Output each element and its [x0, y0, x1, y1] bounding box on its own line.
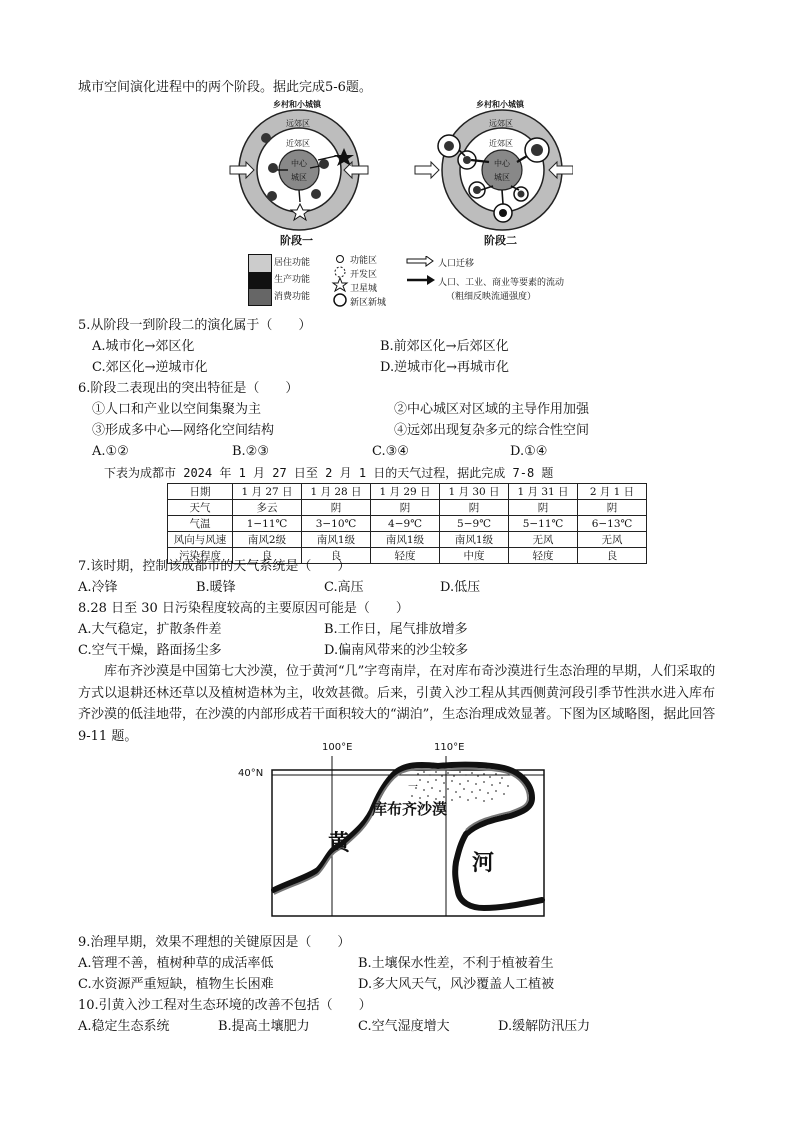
table-cell: 南风1级	[302, 532, 371, 548]
figure1-legend	[248, 252, 578, 310]
q6-statement-3: ③形成多中心—网络化空间结构	[92, 423, 275, 438]
legend-migration: 人口迁移	[438, 259, 475, 269]
q8-option-d: D.偏南风带来的沙尘较多	[324, 643, 469, 658]
table-cell: 轻度	[371, 548, 440, 564]
stage1-center-label: 中心	[291, 159, 307, 168]
table-cell: 南风1级	[371, 532, 440, 548]
table-header-row	[168, 484, 647, 500]
map-river-top-label: 一	[408, 782, 418, 793]
q6-statement-2: ②中心城区对区域的主导作用加强	[394, 402, 590, 417]
legend-residential: 居住功能	[274, 258, 311, 268]
legend-consumption: 消费功能	[274, 292, 311, 302]
q10-option-c: C.空气湿度增大	[358, 1019, 450, 1034]
table-cell: 阴	[371, 500, 440, 516]
q6-option-a: A.①②	[92, 444, 129, 459]
table-cell: 无风	[509, 532, 578, 548]
legend-production: 生产功能	[274, 275, 311, 285]
table-row	[168, 532, 647, 548]
city-stages-figure	[228, 98, 573, 248]
legend-arrows	[406, 256, 436, 288]
stage1-ring-label: 近郊区	[286, 139, 310, 148]
table-intro: 下表为成都市 2024 年 1 月 27 日至 2 月 1 日的天气过程，据此完成 7-8 题	[104, 466, 554, 480]
map-river-label-1: 黄	[328, 831, 351, 856]
table-cell: 中度	[440, 548, 509, 564]
table-cell: 南风1级	[440, 532, 509, 548]
legend-satellite-city: 卫星城	[350, 284, 378, 294]
q6-statement-4: ④远郊出现复杂多元的综合性空间	[394, 423, 590, 438]
legend-new-district: 新区新城	[350, 298, 387, 308]
map-river-label-2: 河	[472, 851, 495, 876]
table-cell: 多云	[233, 500, 302, 516]
table-header-cell: 1 月 27 日	[233, 484, 302, 500]
q6-option-b: B.②③	[232, 444, 269, 459]
stage2-outer-label: 远郊区	[489, 119, 513, 128]
table-row	[168, 500, 647, 516]
q9-option-a: A.管理不善，植树种草的成活率低	[78, 956, 274, 971]
table-cell: 良	[302, 548, 371, 564]
q7-option-d: D.低压	[440, 580, 481, 595]
table-cell: 污染程度	[168, 548, 233, 564]
weather-table	[167, 483, 647, 564]
table-cell: 4−9℃	[371, 516, 440, 532]
stage1-outer-label: 远郊区	[286, 119, 310, 128]
table-cell: 5−11℃	[509, 516, 578, 532]
q7-stem: 7.该时期，控制该成都市的天气系统是（ ）	[78, 559, 351, 574]
q8-option-b: B.工作日，尾气排放增多	[324, 622, 468, 637]
table-cell: 阴	[302, 500, 371, 516]
legend-swatch-box	[248, 254, 272, 306]
stage2-caption: 阶段二	[484, 234, 517, 247]
intro-line: 城市空间演化进程中的两个阶段。据此完成5-6题。	[78, 80, 372, 95]
q9-option-b: B.土壤保水性差，不利于植被着生	[358, 956, 554, 971]
q5-option-a: A.城市化→郊区化	[92, 339, 195, 354]
q6-stem: 6.阶段二表现出的突出特征是（ ）	[78, 381, 299, 396]
q5-stem: 5.从阶段一到阶段二的演化属于（ ）	[78, 318, 312, 333]
table-cell: 风向与风速	[168, 532, 233, 548]
q6-statement-1: ①人口和产业以空间集聚为主	[92, 402, 262, 417]
table-header-cell: 1 月 28 日	[302, 484, 371, 500]
q10-option-a: A.稳定生态系统	[78, 1019, 170, 1034]
table-cell: 3−10℃	[302, 516, 371, 532]
stage2-ring-label: 近郊区	[489, 139, 513, 148]
table-cell: 南风2级	[233, 532, 302, 548]
legend-development-area: 开发区	[350, 270, 378, 280]
q5-option-d: D.逆城市化→再城市化	[380, 360, 509, 375]
q8-option-a: A.大气稳定，扩散条件差	[78, 622, 222, 637]
q9-option-d: D.多大风天气，风沙覆盖人工植被	[358, 977, 555, 992]
q7-option-b: B.暖锋	[196, 580, 236, 595]
table-cell: 气温	[168, 516, 233, 532]
legend-functional-area: 功能区	[350, 256, 378, 266]
table-row	[168, 516, 647, 532]
q5-option-c: C.郊区化→逆城市化	[92, 360, 208, 375]
table-cell: 无风	[578, 532, 647, 548]
table-cell: 6−13℃	[578, 516, 647, 532]
table-cell: 天气	[168, 500, 233, 516]
q10-option-b: B.提高土壤肥力	[218, 1019, 310, 1034]
q10-option-d: D.缓解防汛压力	[498, 1019, 591, 1034]
table-header-cell: 1 月 29 日	[371, 484, 440, 500]
q9-option-c: C.水资源严重短缺，植物生长困难	[78, 977, 274, 992]
stage1-center-label2: 城区	[291, 173, 307, 182]
legend-flow: 人口、工业、商业等要素的流动	[438, 278, 565, 288]
map-lon-100: 100°E	[322, 742, 353, 753]
map-desert-label: 库布齐沙漠	[372, 800, 448, 818]
q9-stem: 9.治理早期，效果不理想的关键原因是（ ）	[78, 935, 351, 950]
city-stages-diagram	[228, 98, 573, 248]
stage2-center-label2: 城区	[494, 173, 510, 182]
table-header-cell: 1 月 31 日	[509, 484, 578, 500]
table-cell: 1−11℃	[233, 516, 302, 532]
stage2-top-label: 乡村和小城镇	[476, 100, 524, 109]
legend-flow-note: （粗细反映流通强度）	[446, 292, 537, 302]
table-cell: 阴	[578, 500, 647, 516]
stage1-caption: 阶段一	[280, 234, 313, 247]
kubuqi-map-svg	[270, 742, 546, 918]
table-cell: 5−9℃	[440, 516, 509, 532]
table-cell: 阴	[440, 500, 509, 516]
stage1-top-label: 乡村和小城镇	[273, 100, 321, 109]
table-cell: 良	[233, 548, 302, 564]
table-cell: 良	[578, 548, 647, 564]
q6-option-c: C.③④	[372, 444, 409, 459]
legend-symbols	[330, 252, 350, 310]
q7-option-a: A.冷锋	[78, 580, 118, 595]
map-lat-40: 40°N	[238, 768, 264, 779]
q5-option-b: B.前郊区化→后郊区化	[380, 339, 509, 354]
table-cell: 轻度	[509, 548, 578, 564]
table-header-cell: 1 月 30 日	[440, 484, 509, 500]
kubuqi-map	[238, 742, 546, 918]
q10-stem: 10.引黄入沙工程对生态环境的改善不包括（ ）	[78, 998, 372, 1013]
table-header-cell: 2 月 1 日	[578, 484, 647, 500]
table-header-cell: 日期	[168, 484, 233, 500]
passage-kubuqi: 库布齐沙漠是中国第七大沙漠，位于黄河“几”字弯南岸，在对库布奇沙漠进行生态治理的早期，人们采取的方式以退耕还林还草以及植树造林为主，收效甚微。后来，引黄入沙工程从其西侧黄河段引季节性洪水进入库布齐沙漠的低洼地带，在沙漠的内部形成若干面积较大的“湖泊”，生态治理成效显著。下图为区域略图，据此回答 9-11 题。	[78, 664, 716, 744]
stage2-center-label: 中心	[494, 159, 510, 168]
map-lon-110: 110°E	[434, 742, 465, 753]
q7-option-c: C.高压	[324, 580, 364, 595]
table-cell: 阴	[509, 500, 578, 516]
q8-stem: 8.28 日至 30 日污染程度较高的主要原因可能是（ ）	[78, 601, 409, 616]
q8-option-c: C.空气干燥，路面扬尘多	[78, 643, 222, 658]
q6-option-d: D.①④	[510, 444, 548, 459]
